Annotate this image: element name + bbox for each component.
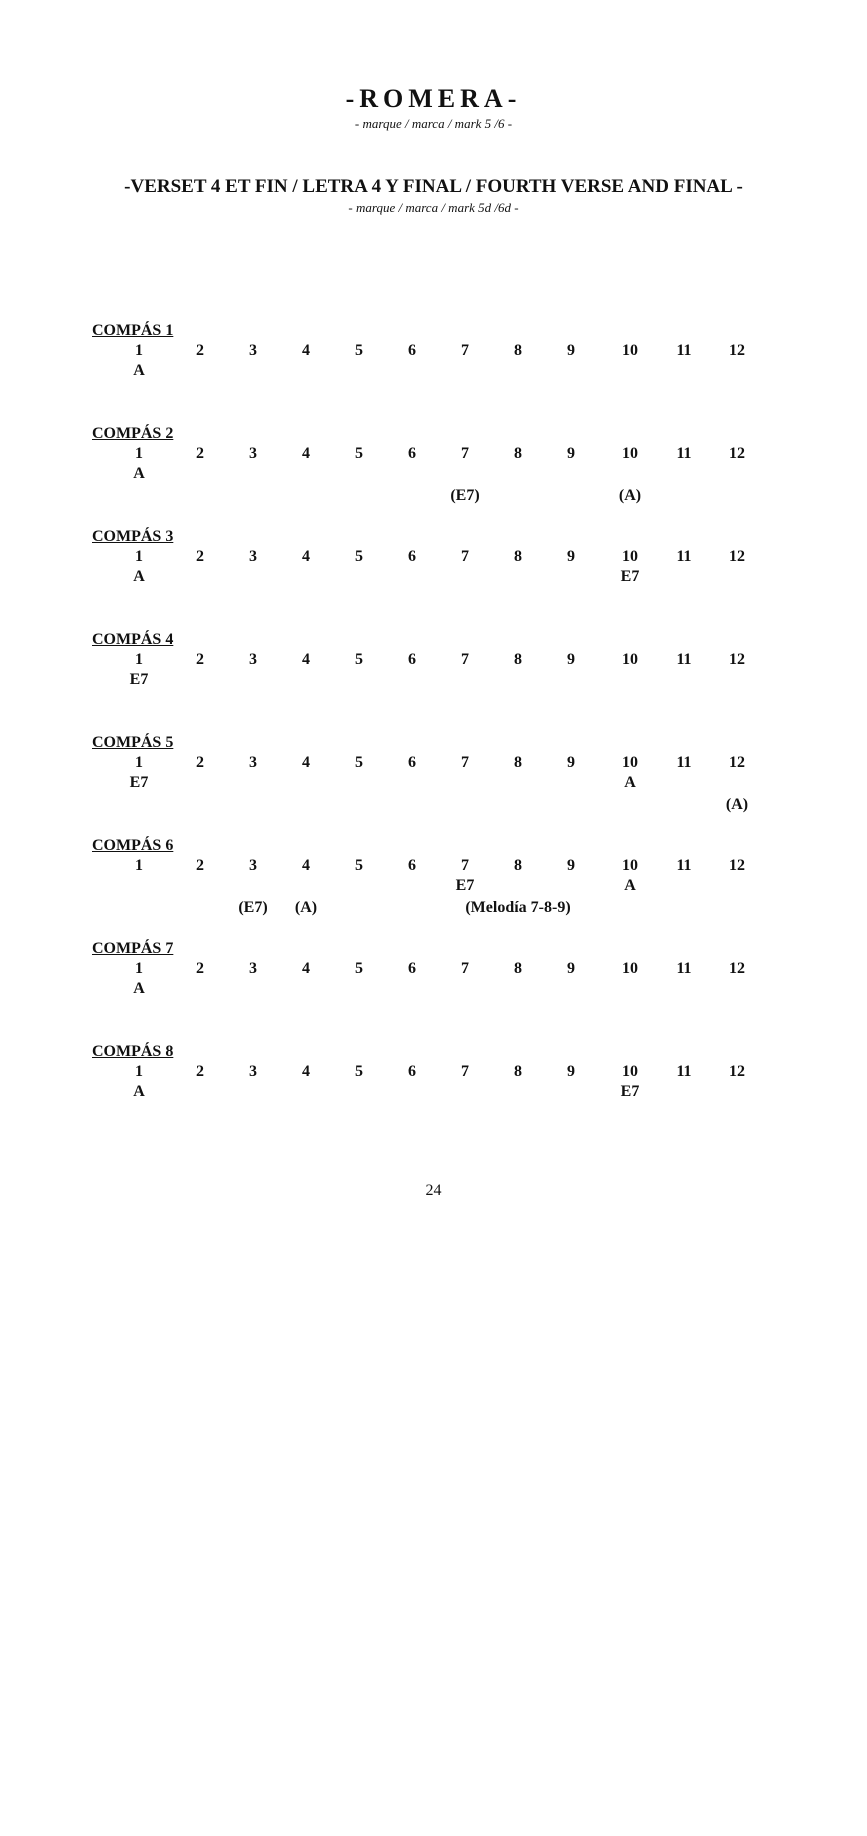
beat-number: 6 [408, 960, 416, 977]
beat-number: 2 [196, 857, 204, 874]
beat-number: 11 [676, 1063, 692, 1080]
verse-subtitle: - marque / marca / mark 5d /6d - [348, 200, 519, 215]
compas-1 [0, 322, 867, 422]
chord-note: (A) [725, 796, 749, 813]
beat-number: 10 [622, 651, 638, 668]
chord-note: (A) [618, 487, 642, 504]
beat-number: 7 [461, 857, 469, 874]
beat-number: 10 [622, 960, 638, 977]
beat-number: 12 [729, 754, 745, 771]
beat-number: 7 [461, 651, 469, 668]
beat-number: 11 [676, 857, 692, 874]
beat-number: 3 [249, 960, 257, 977]
beat-number: 6 [408, 857, 416, 874]
compas-label: COMPÁS 7 [92, 940, 174, 957]
beat-number: 5 [355, 1063, 363, 1080]
beat-number: 3 [249, 548, 257, 565]
compas-3 [0, 528, 867, 628]
beat-number: 5 [355, 651, 363, 668]
beat-number: 4 [302, 651, 310, 668]
beat-number: 11 [676, 342, 692, 359]
beat-number: 1 [135, 342, 143, 359]
beat-number: 1 [135, 548, 143, 565]
beat-number: 7 [461, 960, 469, 977]
beat-number: 2 [196, 960, 204, 977]
beat-number: 10 [622, 342, 638, 359]
beat-number: 12 [729, 1063, 745, 1080]
beat-number: 8 [514, 342, 522, 359]
beat-number: 12 [729, 651, 745, 668]
beat-number: 1 [135, 445, 143, 462]
beat-number: 1 [135, 651, 143, 668]
beat-number: 8 [514, 754, 522, 771]
beat-number: 8 [514, 857, 522, 874]
beat-number: 1 [135, 1063, 143, 1080]
beat-number: 5 [355, 857, 363, 874]
beat-number: 8 [514, 651, 522, 668]
beat-number: 6 [408, 342, 416, 359]
chord: A [133, 362, 145, 379]
chord-note: (E7) [238, 899, 268, 916]
chord-note: (A) [294, 899, 318, 916]
title-subtitle: - marque / marca / mark 5 /6 - [354, 116, 513, 131]
beat-number: 3 [249, 754, 257, 771]
beat-number: 10 [622, 857, 638, 874]
compas-label: COMPÁS 8 [92, 1043, 174, 1060]
chord: A [624, 774, 636, 791]
beat-number: 2 [196, 754, 204, 771]
beat-number: 10 [622, 548, 638, 565]
beat-number: 9 [567, 960, 575, 977]
beat-number: 5 [355, 960, 363, 977]
beat-number: 2 [196, 342, 204, 359]
beat-number: 6 [408, 548, 416, 565]
beat-number: 12 [729, 960, 745, 977]
beat-number: 6 [408, 1063, 416, 1080]
beat-number: 2 [196, 1063, 204, 1080]
compas-2 [0, 425, 867, 525]
beat-number: 11 [676, 960, 692, 977]
chord: A [624, 877, 636, 894]
beat-number: 4 [302, 342, 310, 359]
beat-number: 7 [461, 1063, 469, 1080]
beat-number: 4 [302, 548, 310, 565]
verse-heading: -VERSET 4 ET FIN / LETRA 4 Y FINAL / FOURTH VERSE AND FINAL - [124, 176, 743, 197]
beat-number: 7 [461, 445, 469, 462]
chord: E7 [455, 877, 475, 894]
beat-number: 3 [249, 342, 257, 359]
beat-number: 5 [355, 548, 363, 565]
beat-number: 3 [249, 857, 257, 874]
compas-label: COMPÁS 6 [92, 837, 174, 854]
compas-label: COMPÁS 4 [92, 631, 174, 648]
beat-number: 8 [514, 548, 522, 565]
beat-number: 4 [302, 960, 310, 977]
chord: A [133, 980, 145, 997]
beat-number: 6 [408, 445, 416, 462]
beat-number: 7 [461, 342, 469, 359]
beat-number: 6 [408, 754, 416, 771]
beat-number: 12 [729, 445, 745, 462]
beat-number: 8 [514, 960, 522, 977]
beat-number: 3 [249, 1063, 257, 1080]
compas-label: COMPÁS 3 [92, 528, 174, 545]
beat-number: 4 [302, 857, 310, 874]
beat-number: 11 [676, 445, 692, 462]
beat-number: 12 [729, 548, 745, 565]
beat-number: 12 [729, 342, 745, 359]
beat-number: 5 [355, 445, 363, 462]
chord-note: (E7) [450, 487, 480, 504]
beat-number: 9 [567, 651, 575, 668]
compas-5 [0, 734, 867, 834]
beat-number: 5 [355, 754, 363, 771]
beat-number: 10 [622, 1063, 638, 1080]
beat-number: 2 [196, 445, 204, 462]
compas-8 [0, 1043, 867, 1143]
beat-number: 4 [302, 445, 310, 462]
beat-number: 12 [729, 857, 745, 874]
beat-number: 9 [567, 445, 575, 462]
beat-number: 11 [676, 548, 692, 565]
chord: E7 [129, 671, 149, 688]
beat-number: 3 [249, 445, 257, 462]
beat-number: 8 [514, 445, 522, 462]
chord: E7 [129, 774, 149, 791]
beat-number: 1 [135, 754, 143, 771]
chord: A [133, 568, 145, 585]
beat-number: 1 [135, 960, 143, 977]
chord: A [133, 465, 145, 482]
beat-number: 11 [676, 651, 692, 668]
beat-number: 9 [567, 754, 575, 771]
beat-number: 7 [461, 754, 469, 771]
chord: A [133, 1083, 145, 1100]
page-title: -ROMERA- [345, 84, 522, 113]
beat-number: 2 [196, 548, 204, 565]
beat-number: 6 [408, 651, 416, 668]
beat-number: 4 [302, 1063, 310, 1080]
beat-number: 9 [567, 1063, 575, 1080]
compas-label: COMPÁS 1 [92, 322, 174, 339]
beat-number: 2 [196, 651, 204, 668]
compas-4 [0, 631, 867, 731]
page-number: 24 [425, 1182, 442, 1199]
beat-number: 4 [302, 754, 310, 771]
chord: E7 [620, 1083, 640, 1100]
compas-label: COMPÁS 5 [92, 734, 174, 751]
beat-number: 9 [567, 857, 575, 874]
compas-label: COMPÁS 2 [92, 425, 174, 442]
beat-number: 7 [461, 548, 469, 565]
beat-number: 1 [135, 857, 143, 874]
beat-number: 8 [514, 1063, 522, 1080]
beat-number: 11 [676, 754, 692, 771]
beat-number: 5 [355, 342, 363, 359]
chord-note: (Melodía 7-8-9) [465, 899, 571, 916]
beat-number: 10 [622, 445, 638, 462]
beat-number: 10 [622, 754, 638, 771]
beat-number: 9 [567, 548, 575, 565]
beat-number: 3 [249, 651, 257, 668]
compas-7 [0, 940, 867, 1040]
chord: E7 [620, 568, 640, 585]
compas-6 [0, 837, 867, 937]
beat-number: 9 [567, 342, 575, 359]
